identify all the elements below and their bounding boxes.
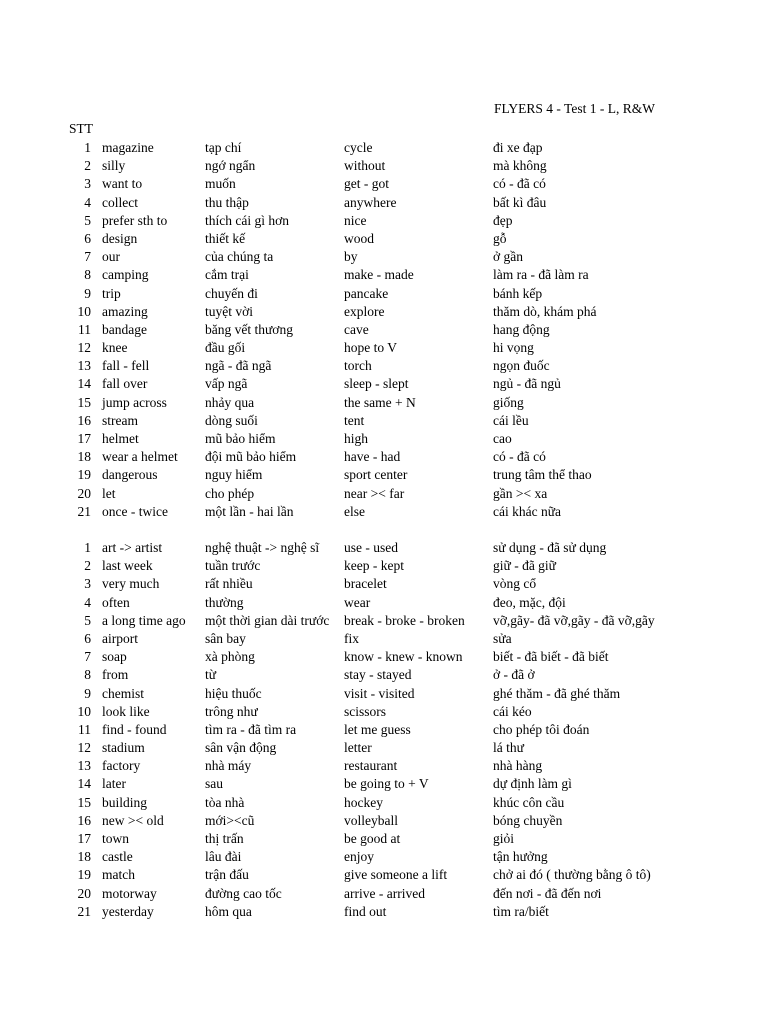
english-term-2: sport center <box>344 467 408 483</box>
vocabulary-row <box>0 612 768 630</box>
vocabulary-row <box>0 812 768 830</box>
vietnamese-meaning-2: dự định làm gì <box>493 776 572 792</box>
vietnamese-meaning: sân vận động <box>205 740 277 756</box>
english-term: bandage <box>102 321 147 337</box>
english-term-2: letter <box>344 740 372 756</box>
english-term-2: scissors <box>344 703 387 719</box>
vocabulary-row <box>0 794 768 812</box>
english-term: our <box>102 249 120 265</box>
english-term: jump across <box>102 394 167 410</box>
english-term: later <box>102 776 126 792</box>
english-term: want to <box>102 176 143 192</box>
english-term: very much <box>102 576 160 592</box>
vietnamese-meaning-2: đeo, mặc, đội <box>493 594 566 610</box>
row-number: 3 <box>84 176 91 192</box>
vietnamese-meaning: ngã - đã ngã <box>205 358 272 374</box>
vietnamese-meaning: thị trấn <box>205 831 244 846</box>
vocabulary-row <box>0 157 768 175</box>
english-term-2: restaurant <box>344 758 398 774</box>
english-term-2: get - got <box>344 176 389 192</box>
vietnamese-meaning-2: ngủ - đã ngủ <box>493 376 561 392</box>
english-term-2: let me guess <box>344 721 411 737</box>
stt-column-header: STT <box>69 121 94 136</box>
english-term: town <box>102 831 129 846</box>
english-term: fall over <box>102 376 148 392</box>
vocabulary-row <box>0 212 768 230</box>
vocabulary-row <box>0 775 768 793</box>
english-term-2: use - used <box>344 540 398 555</box>
vietnamese-meaning: ngớ ngẩn <box>205 158 256 174</box>
english-term: building <box>102 794 148 810</box>
vietnamese-meaning-2: gỗ <box>493 230 507 246</box>
row-number: 19 <box>77 467 91 483</box>
vietnamese-meaning-2: cao <box>493 431 512 446</box>
row-number: 20 <box>77 485 91 501</box>
row-number: 1 <box>84 540 91 555</box>
vocabulary-row <box>0 703 768 721</box>
vietnamese-meaning-2: nhà hàng <box>493 758 543 774</box>
english-term: silly <box>102 158 126 174</box>
row-number: 2 <box>84 558 91 574</box>
english-term: camping <box>102 267 149 283</box>
row-number: 13 <box>77 358 91 374</box>
vietnamese-meaning-2: trung tâm thể thao <box>493 467 592 483</box>
english-term: dangerous <box>102 467 158 483</box>
row-number: 14 <box>77 376 91 392</box>
english-term-2: hope to V <box>344 340 397 356</box>
vietnamese-meaning: nguy hiểm <box>205 467 263 483</box>
english-term: find - found <box>102 721 167 737</box>
vietnamese-meaning: nhà máy <box>205 758 252 774</box>
vietnamese-meaning-2: có - đã có <box>493 176 546 192</box>
english-term-2: wear <box>344 594 371 610</box>
vietnamese-meaning-2: mà không <box>493 158 547 174</box>
row-number: 8 <box>84 267 91 283</box>
vietnamese-meaning-2: giống <box>493 394 524 410</box>
english-term-2: else <box>344 503 365 519</box>
vietnamese-meaning-2: giữ - đã giữ <box>493 558 556 574</box>
vietnamese-meaning-2: cái khác nữa <box>493 503 562 519</box>
vietnamese-meaning-2: ở - đã ở <box>493 667 535 683</box>
vocabulary-row <box>0 739 768 757</box>
vietnamese-meaning-2: đi xe đạp <box>493 140 543 155</box>
english-term-2: stay - stayed <box>344 667 412 683</box>
vietnamese-meaning: tuần trước <box>205 558 261 574</box>
row-number: 2 <box>84 158 91 174</box>
vietnamese-meaning-2: vỡ,gãy- đã vỡ,gãy - đã vỡ,gãy <box>493 612 655 628</box>
vietnamese-meaning-2: ghé thăm - đã ghé thăm <box>493 685 621 701</box>
english-term: design <box>102 230 138 246</box>
vietnamese-meaning-2: bóng chuyền <box>493 812 563 828</box>
row-number: 17 <box>77 431 91 446</box>
vietnamese-meaning-2: gần >< xa <box>493 485 548 501</box>
english-term-2: cave <box>344 321 369 337</box>
vietnamese-meaning-2: tìm ra/biết <box>493 903 549 919</box>
vietnamese-meaning: trông như <box>205 703 258 719</box>
vietnamese-meaning-2: biết - đã biết - đã biết <box>493 649 609 665</box>
row-number: 6 <box>84 230 91 246</box>
vocabulary-row <box>0 575 768 593</box>
english-term: often <box>102 594 130 610</box>
row-number: 4 <box>84 194 91 210</box>
english-term-2: cycle <box>344 140 373 155</box>
vietnamese-meaning-2: ở gần <box>493 249 524 265</box>
english-term: collect <box>102 194 138 210</box>
row-number: 5 <box>84 212 91 228</box>
english-term: factory <box>102 758 141 774</box>
row-number: 10 <box>77 703 91 719</box>
vietnamese-meaning: thu thập <box>205 194 249 210</box>
english-term: last week <box>102 558 153 574</box>
vietnamese-meaning: tạp chí <box>205 140 242 155</box>
vocabulary-row <box>0 630 768 648</box>
vietnamese-meaning: mới><cũ <box>205 812 255 828</box>
vietnamese-meaning-2: cho phép tôi đoán <box>493 721 590 737</box>
vietnamese-meaning: của chúng ta <box>205 249 274 265</box>
vietnamese-meaning: tuyệt vời <box>205 303 254 319</box>
vocabulary-row <box>0 339 768 357</box>
vietnamese-meaning: một lần - hai lần <box>205 503 294 519</box>
vietnamese-meaning-2: làm ra - đã làm ra <box>493 267 589 283</box>
vietnamese-meaning-2: chở ai đó ( thường bằng ô tô) <box>493 867 651 883</box>
vocabulary-row <box>0 139 768 157</box>
vietnamese-meaning: thích cái gì hơn <box>205 212 289 228</box>
vocabulary-row <box>0 230 768 248</box>
english-term: art -> artist <box>102 540 163 555</box>
vietnamese-meaning: cho phép <box>205 485 255 501</box>
english-term-2: tent <box>344 412 365 428</box>
vocabulary-row <box>0 485 768 503</box>
vocabulary-row <box>0 285 768 303</box>
vocabulary-row <box>0 357 768 375</box>
english-term: match <box>102 867 135 883</box>
row-number: 7 <box>84 649 91 665</box>
vietnamese-meaning-2: đến nơi - đã đến nơi <box>493 885 602 901</box>
english-term: once - twice <box>102 503 168 519</box>
english-term: yesterday <box>102 903 154 919</box>
vietnamese-meaning: tòa nhà <box>205 794 245 810</box>
row-number: 7 <box>84 249 91 265</box>
english-term-2: torch <box>344 358 372 374</box>
vocabulary-row <box>0 757 768 775</box>
english-term: airport <box>102 630 138 646</box>
vietnamese-meaning: dòng suối <box>205 412 258 428</box>
row-number: 9 <box>84 285 91 301</box>
vocabulary-row <box>0 721 768 739</box>
document-title: FLYERS 4 - Test 1 - L, R&W <box>494 101 655 116</box>
english-term-2: high <box>344 431 369 446</box>
vietnamese-meaning: xà phòng <box>205 649 255 665</box>
vocabulary-row <box>0 557 768 575</box>
vietnamese-meaning: sân bay <box>205 630 246 646</box>
vocabulary-row <box>0 430 768 448</box>
english-term-2: keep - kept <box>344 558 404 574</box>
row-number: 6 <box>84 630 91 646</box>
english-term-2: have - had <box>344 449 401 465</box>
english-term: prefer sth to <box>102 212 168 228</box>
vocabulary-row <box>0 375 768 393</box>
vietnamese-meaning: mũ bảo hiểm <box>205 431 276 446</box>
english-term: stream <box>102 412 138 428</box>
english-term: wear a helmet <box>102 449 178 465</box>
english-term: let <box>102 485 116 501</box>
row-number: 5 <box>84 612 91 628</box>
row-number: 11 <box>78 321 91 337</box>
english-term: magazine <box>102 140 154 155</box>
english-term-2: wood <box>344 230 374 246</box>
row-number: 3 <box>84 576 91 592</box>
vietnamese-meaning-2: vòng cổ <box>493 576 537 592</box>
row-number: 21 <box>77 903 91 919</box>
row-number: 18 <box>77 449 91 465</box>
english-term: look like <box>102 703 150 719</box>
vietnamese-meaning: lâu đài <box>205 849 242 865</box>
english-term-2: anywhere <box>344 194 397 210</box>
vietnamese-meaning: từ <box>205 667 217 683</box>
vietnamese-meaning: trận đấu <box>205 867 249 883</box>
vietnamese-meaning-2: hang động <box>493 321 550 337</box>
english-term-2: sleep - slept <box>344 376 409 392</box>
english-term-2: near >< far <box>344 485 405 501</box>
vocabulary-row <box>0 394 768 412</box>
english-term-2: find out <box>344 903 387 919</box>
vocabulary-section-1 <box>0 139 768 521</box>
vocabulary-row <box>0 648 768 666</box>
vietnamese-meaning-2: có - đã có <box>493 449 546 465</box>
vocabulary-row <box>0 539 768 557</box>
english-term: fall - fell <box>102 358 150 374</box>
vietnamese-meaning: sau <box>205 776 223 792</box>
vietnamese-meaning: nhảy qua <box>205 394 255 410</box>
vietnamese-meaning-2: giỏi <box>493 831 515 846</box>
vocabulary-row <box>0 248 768 266</box>
row-number: 12 <box>77 340 91 356</box>
vocabulary-row <box>0 266 768 284</box>
english-term-2: without <box>344 158 386 174</box>
vietnamese-meaning-2: sửa <box>493 630 512 646</box>
english-term-2: fix <box>344 630 359 646</box>
vietnamese-meaning-2: đẹp <box>493 212 513 228</box>
english-term-2: volleyball <box>344 812 398 828</box>
vietnamese-meaning-2: bất kì đâu <box>493 194 547 210</box>
english-term: knee <box>102 340 128 356</box>
english-term: castle <box>102 849 133 865</box>
row-number: 4 <box>84 594 91 610</box>
vietnamese-meaning: vấp ngã <box>205 376 248 392</box>
english-term-2: break - broke - broken <box>344 612 465 628</box>
vocabulary-section-2 <box>0 539 768 921</box>
vocabulary-row <box>0 830 768 848</box>
english-term-2: by <box>344 249 358 265</box>
vocabulary-row <box>0 321 768 339</box>
vietnamese-meaning-2: ngọn đuốc <box>493 358 550 374</box>
english-term-2: nice <box>344 212 367 228</box>
vietnamese-meaning: thường <box>205 594 244 610</box>
row-number: 16 <box>77 812 91 828</box>
vietnamese-meaning-2: cái kéo <box>493 703 532 719</box>
english-term: a long time ago <box>102 612 186 628</box>
english-term-2: be going to + V <box>344 776 429 792</box>
english-term: trip <box>102 285 121 301</box>
row-number: 17 <box>77 831 91 846</box>
english-term-2: the same + N <box>344 394 416 410</box>
vietnamese-meaning-2: tận hưởng <box>493 849 548 865</box>
vietnamese-meaning: tìm ra - đã tìm ra <box>205 721 297 737</box>
english-term: from <box>102 667 129 683</box>
vietnamese-meaning: một thời gian dài trước <box>205 612 330 628</box>
row-number: 1 <box>84 140 91 155</box>
english-term: soap <box>102 649 127 665</box>
vietnamese-meaning: rất nhiều <box>205 576 253 592</box>
vocabulary-row <box>0 903 768 921</box>
vietnamese-meaning-2: hi vọng <box>493 340 534 356</box>
english-term-2: arrive - arrived <box>344 885 425 901</box>
vietnamese-meaning-2: sử dụng - đã sử dụng <box>493 540 607 555</box>
row-number: 11 <box>78 721 91 737</box>
row-number: 12 <box>77 740 91 756</box>
vocabulary-row <box>0 194 768 212</box>
row-number: 14 <box>77 776 91 792</box>
english-term: motorway <box>102 885 157 901</box>
row-number: 10 <box>77 303 91 319</box>
vocabulary-row <box>0 685 768 703</box>
row-number: 15 <box>77 794 91 810</box>
row-number: 8 <box>84 667 91 683</box>
vocabulary-row <box>0 503 768 521</box>
english-term-2: be good at <box>344 831 401 846</box>
english-term-2: make - made <box>344 267 414 283</box>
vietnamese-meaning-2: thăm dò, khám phá <box>493 303 597 319</box>
vocabulary-row <box>0 466 768 484</box>
vietnamese-meaning: thiết kế <box>205 230 246 246</box>
english-term: stadium <box>102 740 145 756</box>
vietnamese-meaning: chuyến đi <box>205 285 258 301</box>
english-term-2: enjoy <box>344 849 374 865</box>
row-number: 18 <box>77 849 91 865</box>
english-term: new >< old <box>102 812 164 828</box>
row-number: 21 <box>77 503 91 519</box>
english-term-2: know - knew - known <box>344 649 463 665</box>
english-term: chemist <box>102 685 144 701</box>
row-number: 20 <box>77 885 91 901</box>
vietnamese-meaning: hiệu thuốc <box>205 685 262 701</box>
english-term-2: pancake <box>344 285 389 301</box>
vocabulary-row <box>0 866 768 884</box>
vietnamese-meaning-2: lá thư <box>493 740 524 756</box>
english-term-2: hockey <box>344 794 383 810</box>
vietnamese-meaning: đường cao tốc <box>205 885 282 901</box>
vietnamese-meaning-2: cái lều <box>493 412 529 428</box>
english-term-2: give someone a lift <box>344 867 448 883</box>
vocabulary-row <box>0 666 768 684</box>
vietnamese-meaning: hôm qua <box>205 903 252 919</box>
row-number: 16 <box>77 412 91 428</box>
english-term-2: explore <box>344 303 385 319</box>
vietnamese-meaning-2: bánh kếp <box>493 285 543 301</box>
row-number: 13 <box>77 758 91 774</box>
vocabulary-row <box>0 448 768 466</box>
row-number: 9 <box>84 685 91 701</box>
english-term-2: bracelet <box>344 576 387 592</box>
vietnamese-meaning: băng vết thương <box>205 321 293 337</box>
vocabulary-row <box>0 303 768 321</box>
vietnamese-meaning: đầu gối <box>205 340 246 356</box>
vietnamese-meaning-2: khúc côn cầu <box>493 794 565 810</box>
row-number: 19 <box>77 867 91 883</box>
vietnamese-meaning: muốn <box>205 176 236 192</box>
vietnamese-meaning: cắm trại <box>205 267 249 283</box>
vocabulary-row <box>0 175 768 193</box>
english-term: amazing <box>102 303 148 319</box>
vocabulary-row <box>0 885 768 903</box>
vocabulary-row <box>0 594 768 612</box>
vocabulary-row <box>0 412 768 430</box>
vocabulary-row <box>0 848 768 866</box>
vietnamese-meaning: nghệ thuật -> nghệ sĩ <box>205 540 320 555</box>
row-number: 15 <box>77 394 91 410</box>
english-term-2: visit - visited <box>344 685 415 701</box>
english-term: helmet <box>102 431 139 446</box>
vietnamese-meaning: đội mũ bảo hiểm <box>205 449 297 465</box>
